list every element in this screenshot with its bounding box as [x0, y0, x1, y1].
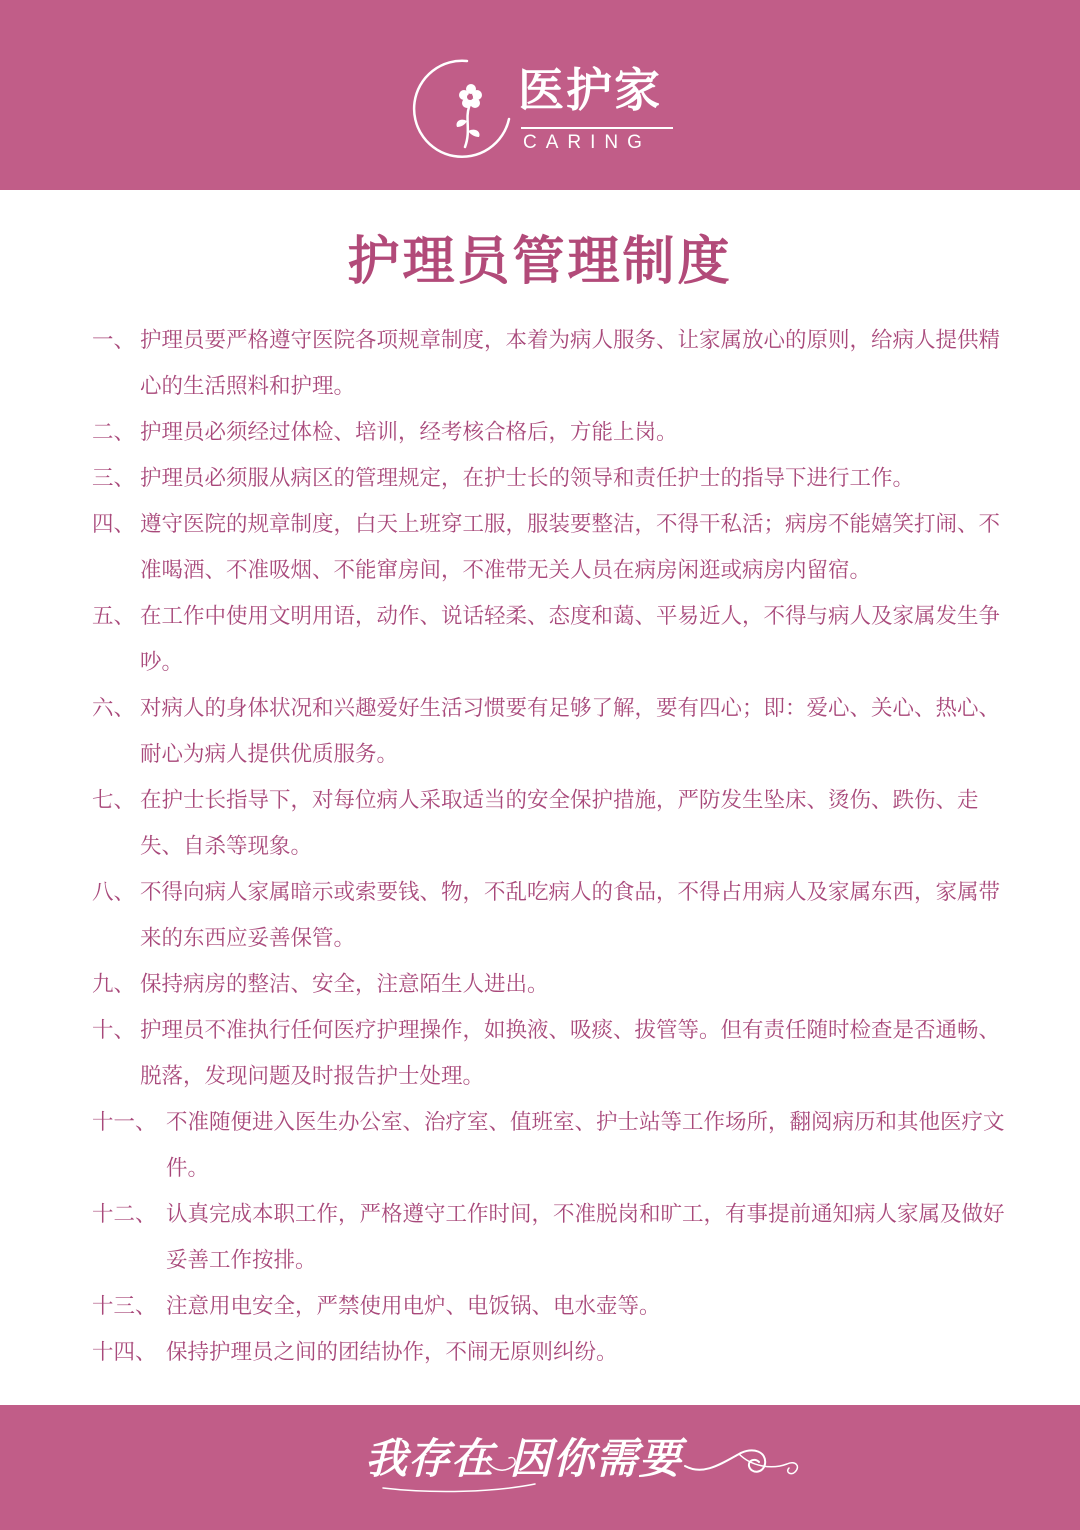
- rule-number: 六、: [92, 696, 136, 721]
- rule-item: [92, 686, 1012, 778]
- rule-text: 遵守医院的规章制度，白天上班穿工服，服装要整洁，不得干私活；病房不能嬉笑打闹、不准喝酒、不准吸烟、不能窜房间，不准带无关人员在病房闲逛或病房内留宿。: [140, 512, 1001, 583]
- rule-text: 注意用电安全，严禁使用电炉、电饭锅、电水壶等。: [166, 1294, 661, 1319]
- brand-name: 医护家: [518, 63, 662, 117]
- document-title: 护理员管理制度: [347, 232, 733, 292]
- rule-text: 护理员必须经过体检、培训，经考核合格后，方能上岗。: [140, 420, 678, 445]
- rule-number: 八、: [92, 880, 136, 905]
- rule-item: [92, 456, 1012, 502]
- rule-text: 对病人的身体状况和兴趣爱好生活习惯要有足够了解，要有四心；即：爱心、关心、热心、耐心为病人提供优质服务。: [140, 696, 1001, 767]
- rule-item: [92, 1284, 1012, 1330]
- rule-number: 十一、: [92, 1110, 157, 1135]
- rule-number: 二、: [92, 420, 136, 445]
- rule-number: 九、: [92, 972, 136, 997]
- rule-item: [92, 594, 1012, 686]
- brand-logo: [405, 55, 685, 165]
- rules-list: [92, 318, 1012, 1376]
- rule-item: [92, 502, 1012, 594]
- rule-item: [92, 778, 1012, 870]
- rule-item: [92, 1008, 1012, 1100]
- rule-text: 护理员不准执行任何医疗护理操作，如换液、吸痰、拔管等。但有责任随时检查是否通畅、脱落，发现问题及时报告护士处理。: [140, 1018, 1001, 1089]
- rule-item: [92, 1330, 1012, 1376]
- rule-item: [92, 870, 1012, 962]
- rule-number: 一、: [92, 328, 136, 353]
- rule-number: 四、: [92, 512, 136, 537]
- rule-text: 在工作中使用文明用语，动作、说话轻柔、态度和蔼、平易近人，不得与病人及家属发生争吵。: [140, 604, 1001, 675]
- rule-item: [92, 1192, 1012, 1284]
- rule-text: 不得向病人家属暗示或索要钱、物，不乱吃病人的食品，不得占用病人及家属东西，家属带来的东西应妥善保管。: [140, 880, 1001, 951]
- rule-number: 十、: [92, 1018, 136, 1043]
- rule-text: 护理员必须服从病区的管理规定，在护士长的领导和责任护士的指导下进行工作。: [140, 466, 915, 491]
- brand-divider: [521, 127, 673, 129]
- rule-number: 十四、: [92, 1340, 157, 1365]
- rule-text: 认真完成本职工作，严格遵守工作时间，不准脱岗和旷工，有事提前通知病人家属及做好妥善工作按排。: [166, 1202, 1005, 1273]
- rule-item: [92, 410, 1012, 456]
- rule-item: [92, 318, 1012, 410]
- rule-number: 五、: [92, 604, 136, 629]
- rule-item: [92, 962, 1012, 1008]
- rule-number: 三、: [92, 466, 136, 491]
- rule-text: 保持病房的整洁、安全，注意陌生人进出。: [140, 972, 549, 997]
- rule-number: 七、: [92, 788, 136, 813]
- rule-text: 保持护理员之间的团结协作，不闹无原则纠纷。: [166, 1340, 618, 1365]
- rule-number: 十三、: [92, 1294, 157, 1319]
- footer-slogan: [355, 1418, 805, 1518]
- brand-name-en: CARING: [523, 132, 651, 153]
- rule-text: 在护士长指导下，对每位病人采取适当的安全保护措施，严防发生坠床、烫伤、跌伤、走失、自杀等现象。: [140, 788, 979, 859]
- rule-item: [92, 1100, 1012, 1192]
- slogan-text: 我存在 因你需要: [365, 1434, 682, 1483]
- rule-text: 不准随便进入医生办公室、治疗室、值班室、护士站等工作场所，翻阅病历和其他医疗文件。: [166, 1110, 1005, 1181]
- flower-in-circle-icon: [405, 55, 515, 159]
- rule-text: 护理员要严格遵守医院各项规章制度，本着为病人服务、让家属放心的原则，给病人提供精心的生活照料和护理。: [140, 328, 1001, 399]
- rule-number: 十二、: [92, 1202, 157, 1227]
